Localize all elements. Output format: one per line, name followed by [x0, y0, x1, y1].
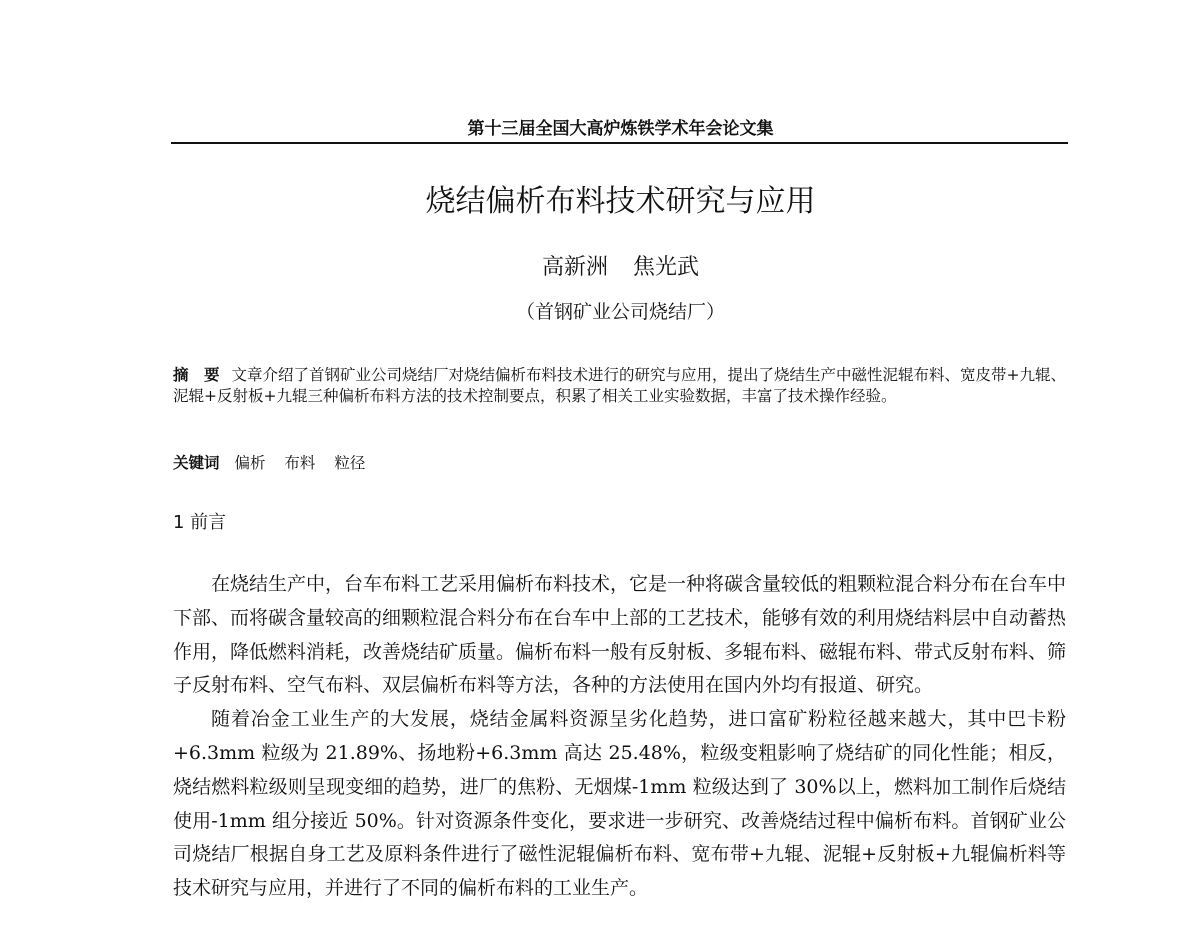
section-body — [173, 568, 1066, 906]
abstract-text: 文章介绍了首钢矿业公司烧结厂对烧结偏析布料技术进行的研究与应用，提出了烧结生产中磁性泥辊布料、宽皮带+九辊、泥辊+反射板+九辊三种偏析布料方法的技术控制要点，积累了相关工业实验数据，丰富了技术操作经验。 — [173, 366, 1067, 405]
keyword-item: 粒径 — [334, 454, 366, 472]
keyword-item: 布料 — [284, 454, 316, 472]
header-rule — [171, 142, 1068, 144]
keyword-item: 偏析 — [234, 454, 266, 472]
keywords — [173, 452, 1066, 474]
paper-authors: 高新洲 焦光武 — [542, 255, 699, 280]
abstract-label: 摘 要 — [173, 366, 220, 384]
body-paragraph: 在烧结生产中，台车布料工艺采用偏析布料技术，它是一种将碳含量较低的粗颗粒混合料分布在台车中下部、而将碳含量较高的细颗粒混合料分布在台车中上部的工艺技术，能够有效的利用烧结料层中自动蓄热作用，降低燃料消耗，改善烧结矿质量。偏析布料一般有反射板、多辊布料、磁辊布料、带式反射布料、筛子反射布料、空气布料、双层偏析布料等方法，各种的方法使用在国内外均有报道、研究。 — [173, 573, 1067, 697]
section-heading-introduction: 1 前言 — [173, 512, 227, 533]
keywords-label: 关键词 — [173, 454, 220, 472]
body-paragraph: 随着冶金工业生产的大发展，烧结金属料资源呈劣化趋势，进口富矿粉粒径越来越大，其中巴卡粉+6.3mm 粒级为 21.89%、扬地粉+6.3mm 高达 25.48%，粒级变粗影响了烧结矿的同化性能；相反，烧结燃料粒级则呈现变细的趋势，进厂的焦粉、无烟煤-1mm 粒级达到了 30%以上，燃料加工制作后烧结使用-1mm 组分接近 50%。针对资源条件变化，要求进一步研究、改善烧结过程中偏析布料。首钢矿业公司烧结厂根据自身工艺及原料条件进行了磁性泥辊偏析布料、宽布带+九辊、泥辊+反射板+九辊偏析料等技术研究与应用，并进行了不同的偏析布料的工业生产。 — [173, 708, 1066, 900]
running-header: 第十三届全国大高炉炼铁学术年会论文集 — [467, 119, 774, 139]
paper-affiliation: （首钢矿业公司烧结厂） — [515, 301, 725, 323]
paper-title: 烧结偏析布料技术研究与应用 — [425, 184, 816, 219]
abstract — [173, 365, 1066, 407]
